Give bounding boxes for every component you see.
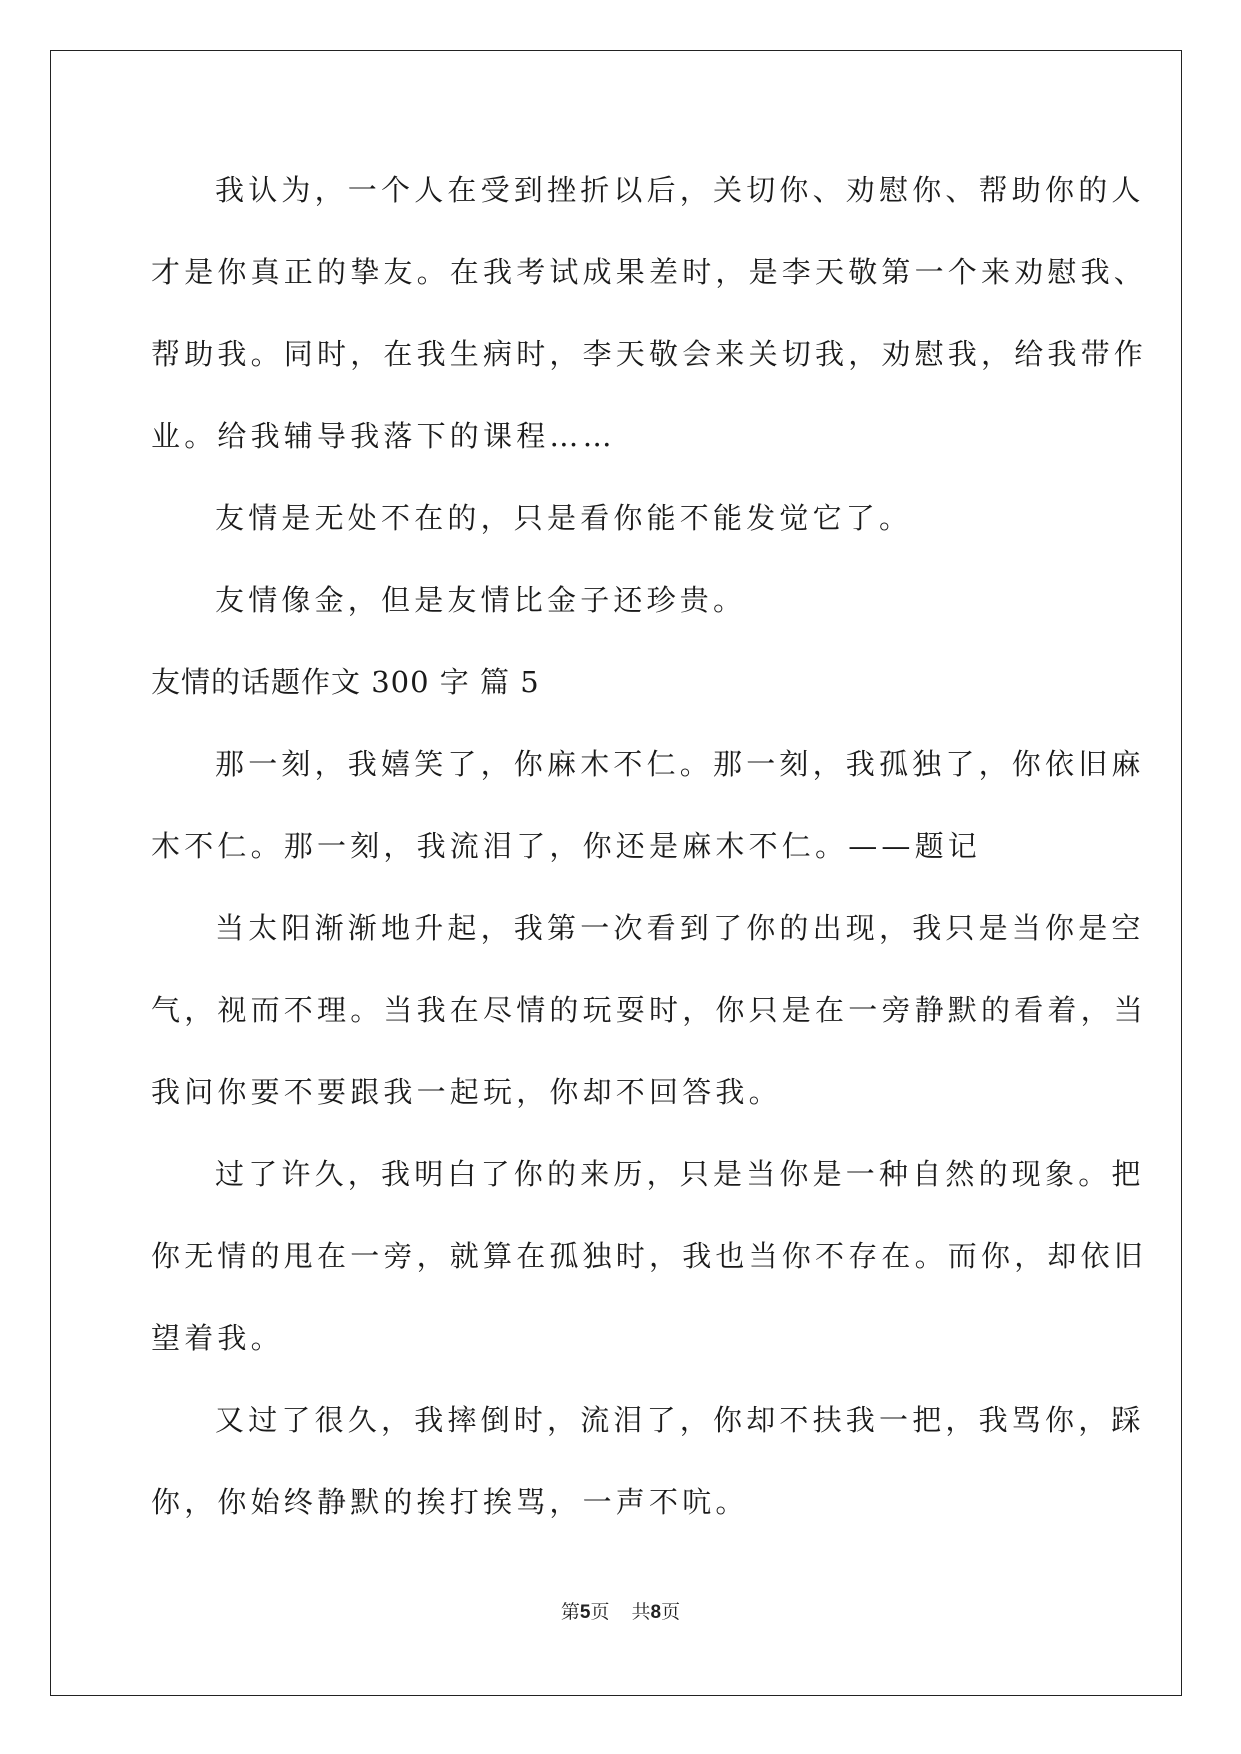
text-line: 才是你真正的挚友。在我考试成果差时，是李天敬第一个来劝慰我、 (151, 255, 1148, 289)
page-number: 5 (579, 1602, 591, 1623)
text-line: 友情像金，但是友情比金子还珍贵。 (215, 583, 747, 617)
section-heading: 友情的话题作文 300 字 篇 5 (151, 665, 540, 699)
page-footer (0, 1600, 1241, 1625)
document-body (151, 165, 1148, 1559)
text-line: 又过了很久，我摔倒时，流泪了，你却不扶我一把，我骂你，踩 (215, 1403, 1145, 1437)
text-line: 那一刻，我嬉笑了，你麻木不仁。那一刻，我孤独了，你依旧麻 (215, 747, 1145, 781)
text-line: 当太阳渐渐地升起，我第一次看到了你的出现，我只是当你是空 (215, 911, 1145, 945)
text-line: 友情是无处不在的，只是看你能不能发觉它了。 (215, 501, 913, 535)
text-line: 你，你始终静默的挨打挨骂，一声不吭。 (151, 1485, 749, 1519)
page-suffix: 页 (590, 1601, 610, 1623)
text-line: 过了许久，我明白了你的来历，只是当你是一种自然的现象。把 (215, 1157, 1145, 1191)
text-line: 帮助我。同时，在我生病时，李天敬会来关切我，劝慰我，给我带作 (151, 337, 1148, 371)
text-line: 气，视而不理。当我在尽情的玩耍时，你只是在一旁静默的看着，当 (151, 993, 1148, 1027)
page-prefix: 第 (560, 1601, 580, 1623)
text-line: 我认为，一个人在受到挫折以后，关切你、劝慰你、帮助你的人 (215, 173, 1145, 207)
text-line: 你无情的甩在一旁，就算在孤独时，我也当你不存在。而你，却依旧 (151, 1239, 1148, 1273)
text-line: 木不仁。那一刻，我流泪了，你还是麻木不仁。——题记 (151, 829, 982, 863)
total-suffix: 页 (661, 1601, 681, 1623)
total-prefix: 共 (631, 1601, 651, 1623)
text-line: 我问你要不要跟我一起玩，你却不回答我。 (151, 1075, 782, 1109)
page-total: 8 (650, 1602, 662, 1623)
text-line: 望着我。 (151, 1321, 284, 1355)
text-line: 业。给我辅导我落下的课程…… (151, 419, 616, 453)
